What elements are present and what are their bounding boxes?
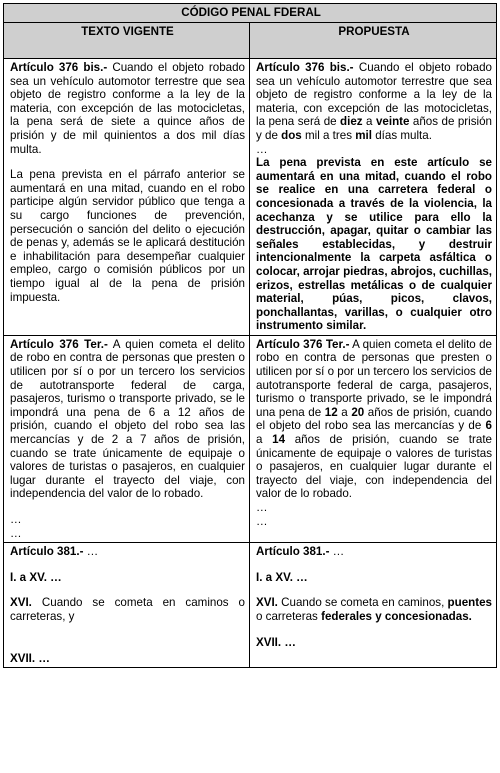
article-text: Cuando se cometa en caminos,	[277, 596, 448, 610]
fraction-number: XVI.	[256, 596, 278, 610]
amended-value: dos	[281, 128, 302, 142]
article-heading: Artículo 376 Ter.-	[10, 337, 108, 351]
article-text: días multa.	[372, 128, 432, 142]
amended-value: puentes	[447, 596, 492, 610]
article-text: Cuando se cometa en caminos o carreteras, y	[10, 596, 245, 623]
amended-value: 20	[351, 405, 365, 419]
article-text: A quien cometa el delito de robo en contra de personas que presten o utilicen por sí o por un tercero los servicios de autotransporte federal de carga, pasajeros, turismo o transporte privado, se le impondrá una pena de	[256, 337, 492, 419]
article-text: …	[83, 545, 99, 559]
amended-value: 12	[324, 405, 338, 419]
fraction-range: I. a XV. …	[10, 570, 62, 584]
article-text: mil a tres	[301, 128, 356, 142]
ellipsis: …	[10, 526, 22, 540]
article-text: años de prisión, cuando el objeto del robo sea las mercancías y de	[256, 405, 492, 433]
amended-value: 6	[485, 419, 492, 433]
article-text: a	[337, 405, 352, 419]
ellipsis: …	[256, 142, 268, 156]
amended-value: 14	[272, 433, 286, 447]
current-article-376-ter	[4, 335, 250, 542]
table-row	[4, 335, 497, 542]
proposal-article-376-bis	[250, 59, 497, 336]
current-article-381	[4, 543, 250, 668]
article-text: Cuando el objeto robado sea un vehículo automotor terrestre que sea objeto de registro conforme a la ley de la materia, con excepción de las motocicletas, la pena será de siete a quince años de prisión y de mil quinientos a dos mil días multa.	[10, 61, 246, 156]
amended-value: diez	[340, 115, 363, 129]
article-text: …	[329, 545, 345, 559]
article-text: Cuando el objeto robado sea un vehículo automotor terrestre que sea objeto de registro conforme a la ley de la materia, con excepción de las motocicletas, la pena será de	[256, 61, 492, 129]
proposal-article-381	[250, 543, 497, 668]
amended-value: mil	[355, 128, 372, 142]
article-heading: Artículo 376 bis.-	[10, 61, 108, 74]
current-article-376-bis	[4, 59, 250, 336]
table-row	[4, 543, 497, 668]
fraction-range: I. a XV. …	[256, 570, 308, 584]
proposal-article-376-ter	[250, 335, 497, 542]
article-text: A quien cometa el delito de robo en contra de personas que presten o utilicen por sí o por un tercero los servicios de autotransporte federal de carga, pasajeros, turismo o transporte privado, se le impondrá una pena de 6 a 12 años de prisión, cuando el objeto del robo sea las mercancías y de 2 a 7 años de prisión, cuando se trate únicamente de equipaje o valores de turistas o pasajeros, en cualquier lugar durante el trayecto del viaje, con independencia del valor de lo robado.	[10, 337, 245, 501]
amended-paragraph: La pena prevista en este artículo se aumentará en una mitad, cuando el robo se realice en una carretera federal o concesionada a través de la violencia, la acechanza y se utilice para ello la destrucción, apagar, quitar o cambiar las señales establecidas, y destruir intencionalmente la carpeta asfáltica o colocar, arrojar piedras, abrojos, cuchillas, erizos, estrellas metálicas o de cualquier material, púas, picos, clavos, ponchallantas, varillas, o cualquier otro instrumento similar.	[256, 156, 492, 333]
article-text: a	[362, 115, 376, 129]
article-text: a	[256, 433, 273, 447]
column-header-proposal: PROPUESTA	[250, 23, 497, 59]
article-heading: Artículo 381.-	[10, 545, 84, 559]
fraction-number: XVI.	[10, 596, 32, 610]
table-title: CÓDIGO PENAL FDERAL	[4, 4, 497, 23]
article-heading: Artículo 376 Ter.-	[256, 337, 350, 351]
table-row	[4, 59, 497, 336]
fraction-range: XVII. …	[256, 635, 296, 649]
amended-value: federales y concesionadas.	[321, 609, 472, 623]
fraction-range: XVII. …	[10, 651, 50, 665]
column-header-current-text: TEXTO VIGENTE	[4, 23, 250, 59]
article-heading: Artículo 376 bis.-	[256, 61, 354, 74]
amended-value: veinte	[375, 115, 410, 129]
ellipsis: …	[10, 513, 22, 526]
article-text: años de prisión y de	[256, 115, 492, 142]
article-text: años de prisión, cuando se trate únicamente de equipaje o valores de turistas o pasajeros, en cualquier lugar durante el trayecto del viaje, con independencia del valor de lo robado.	[256, 433, 493, 501]
comparison-table	[3, 3, 497, 668]
article-paragraph: La pena prevista en el párrafo anterior se aumentará en una mitad, cuando en el robo participe algún servidor público que tenga a su cargo funciones de prevención, persecución o sanción del delito o ejecución de penas y, además se le aplicará destitución e inhabilitación para desempeñar cualquier empleo, cargo o comisión públicos por un tiempo igual al de la pena de prisión impuesta.	[10, 168, 245, 304]
ellipsis: …	[256, 501, 268, 514]
ellipsis: …	[256, 514, 268, 528]
article-text: o carreteras	[256, 609, 322, 623]
article-heading: Artículo 381.-	[256, 545, 330, 559]
